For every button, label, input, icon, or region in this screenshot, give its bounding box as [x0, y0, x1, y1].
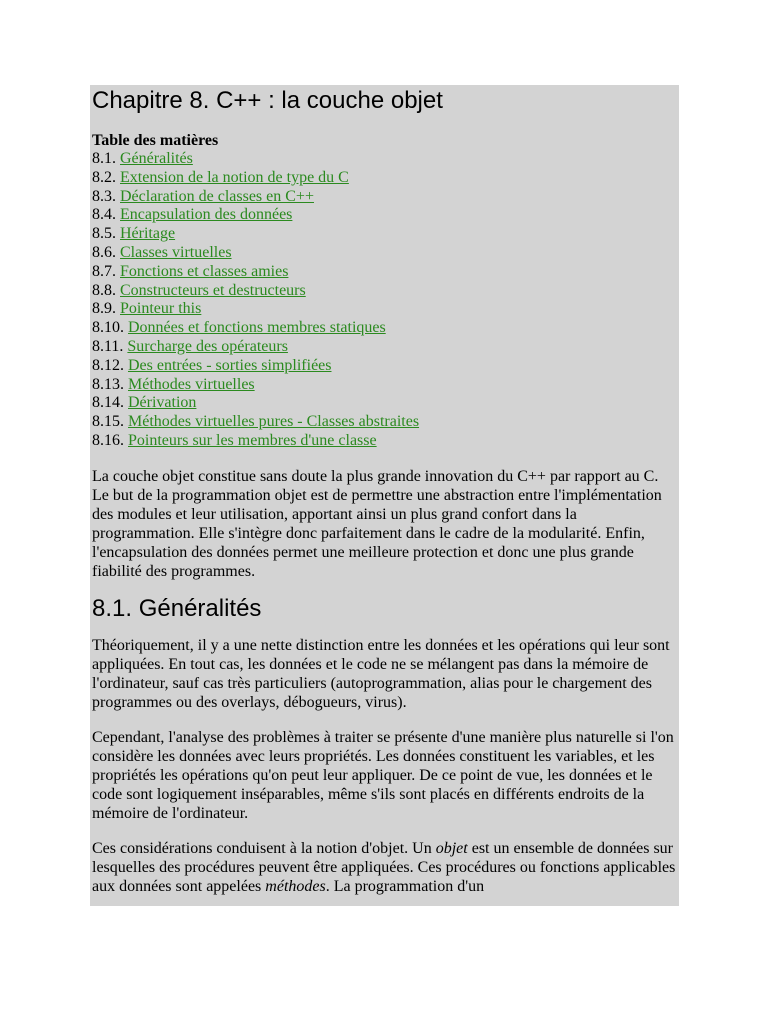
toc-item — [92, 244, 677, 263]
toc-link-fonctions-amies[interactable]: Fonctions et classes amies — [120, 262, 289, 280]
toc-link-heritage[interactable]: Héritage — [120, 225, 176, 243]
toc-item-number: 8.4. — [92, 206, 116, 224]
toc-link-derivation[interactable]: Dérivation — [128, 394, 197, 412]
toc-link-pointeur-this[interactable]: Pointeur this — [120, 300, 202, 318]
toc-item — [92, 150, 677, 169]
body-paragraph — [92, 839, 677, 896]
toc-link-pointeurs-membres[interactable]: Pointeurs sur les membres d'une classe — [128, 431, 377, 449]
toc-item — [92, 319, 677, 338]
toc-link-surcharge-operateurs[interactable]: Surcharge des opérateurs — [127, 337, 288, 355]
toc-item — [92, 338, 677, 357]
toc-item-number: 8.1. — [92, 150, 116, 167]
text-run: Ces considérations conduisent à la notion d'objet. Un — [92, 839, 436, 857]
toc-link-classes-virtuelles[interactable]: Classes virtuelles — [120, 243, 232, 261]
toc-item — [92, 282, 677, 301]
toc-item — [92, 206, 677, 225]
toc-item — [92, 263, 677, 282]
toc-item-number: 8.15. — [92, 413, 124, 431]
toc-item — [92, 169, 677, 188]
toc-item — [92, 188, 677, 207]
section-heading: 8.1. Généralités — [92, 594, 262, 622]
toc-link-extension-type[interactable]: Extension de la notion de type du C — [120, 168, 349, 186]
toc-item — [92, 394, 677, 413]
toc-item — [92, 225, 677, 244]
toc-link-entrees-sorties[interactable]: Des entrées - sorties simplifiées — [128, 356, 332, 374]
toc-item-number: 8.13. — [92, 375, 124, 393]
emphasis-methodes: méthodes — [265, 877, 326, 895]
text-run: est un ensemble de données sur lesquelles des procédures peuvent être appliquées. Ces procédures ou fonctions applicables aux données sont appelées — [92, 839, 676, 895]
chapter-title: Chapitre 8. C++ : la couche objet — [92, 87, 443, 114]
toc-link-constructeurs[interactable]: Constructeurs et destructeurs — [120, 281, 306, 299]
body-paragraph: Théoriquement, il y a une nette distinction entre les données et les opérations qui leur sont appliquées. En tout cas, les données et le code ne se mélangent pas dans la mémoire de l'ordinateur, sauf cas très particuliers (autoprogrammation, alias pour le chargement des programmes ou des overlays, débogueurs, virus). — [92, 636, 670, 711]
document-page — [90, 85, 679, 906]
toc-item-number: 8.6. — [92, 243, 116, 261]
toc-item-number: 8.14. — [92, 394, 124, 412]
toc-item-number: 8.16. — [92, 431, 124, 449]
document-content — [90, 86, 679, 896]
toc-item-number: 8.11. — [92, 337, 124, 355]
toc-title: Table des matières — [92, 132, 219, 149]
toc-link-encapsulation[interactable]: Encapsulation des données — [120, 206, 293, 224]
toc-link-declaration-classes[interactable]: Déclaration de classes en C++ — [120, 187, 314, 205]
toc-item — [92, 300, 677, 319]
toc-item-number: 8.7. — [92, 262, 116, 280]
toc-link-methodes-virtuelles[interactable]: Méthodes virtuelles — [128, 375, 255, 393]
toc-item-number: 8.12. — [92, 356, 124, 374]
toc-item — [92, 432, 677, 451]
toc-item-number: 8.8. — [92, 281, 116, 299]
table-of-contents — [92, 150, 677, 451]
toc-item-number: 8.5. — [92, 225, 116, 243]
toc-item — [92, 376, 677, 395]
toc-link-methodes-virtuelles-pures[interactable]: Méthodes virtuelles pures - Classes abstraites — [128, 413, 420, 431]
body-paragraph: Cependant, l'analyse des problèmes à traiter se présente d'une manière plus naturelle si l'on considère les données avec leurs propriétés. Les données constituent les variables, et les propriétés les opérations qu'on peut leur appliquer. De ce point de vue, les données et le code sont logiquement inséparables, même s'ils sont placés en différents endroits de la mémoire de l'ordinateur. — [92, 728, 674, 822]
toc-item — [92, 357, 677, 376]
toc-item — [92, 413, 677, 432]
toc-item-number: 8.9. — [92, 300, 116, 318]
text-run: . La programmation d'un — [325, 877, 485, 895]
toc-item-number: 8.3. — [92, 187, 116, 205]
toc-item-number: 8.10. — [92, 319, 124, 337]
intro-paragraph: La couche objet constitue sans doute la plus grande innovation du C++ par rapport au C. Le but de la programmation objet est de permettre une abstraction entre l'implémentation des modules et leur utilisation, apportant ainsi un plus grand confort dans la programmation. Elle s'intègre donc parfaitement dans le cadre de la modularité. Enfin, l'encapsulation des données permet une meilleure protection et donc une plus grande fiabilité des programmes. — [92, 467, 662, 580]
toc-item-number: 8.2. — [92, 168, 116, 186]
toc-link-membres-statiques[interactable]: Données et fonctions membres statiques — [128, 319, 386, 337]
emphasis-objet: objet — [435, 839, 468, 857]
toc-link-generalites[interactable]: Généralités — [120, 150, 193, 167]
